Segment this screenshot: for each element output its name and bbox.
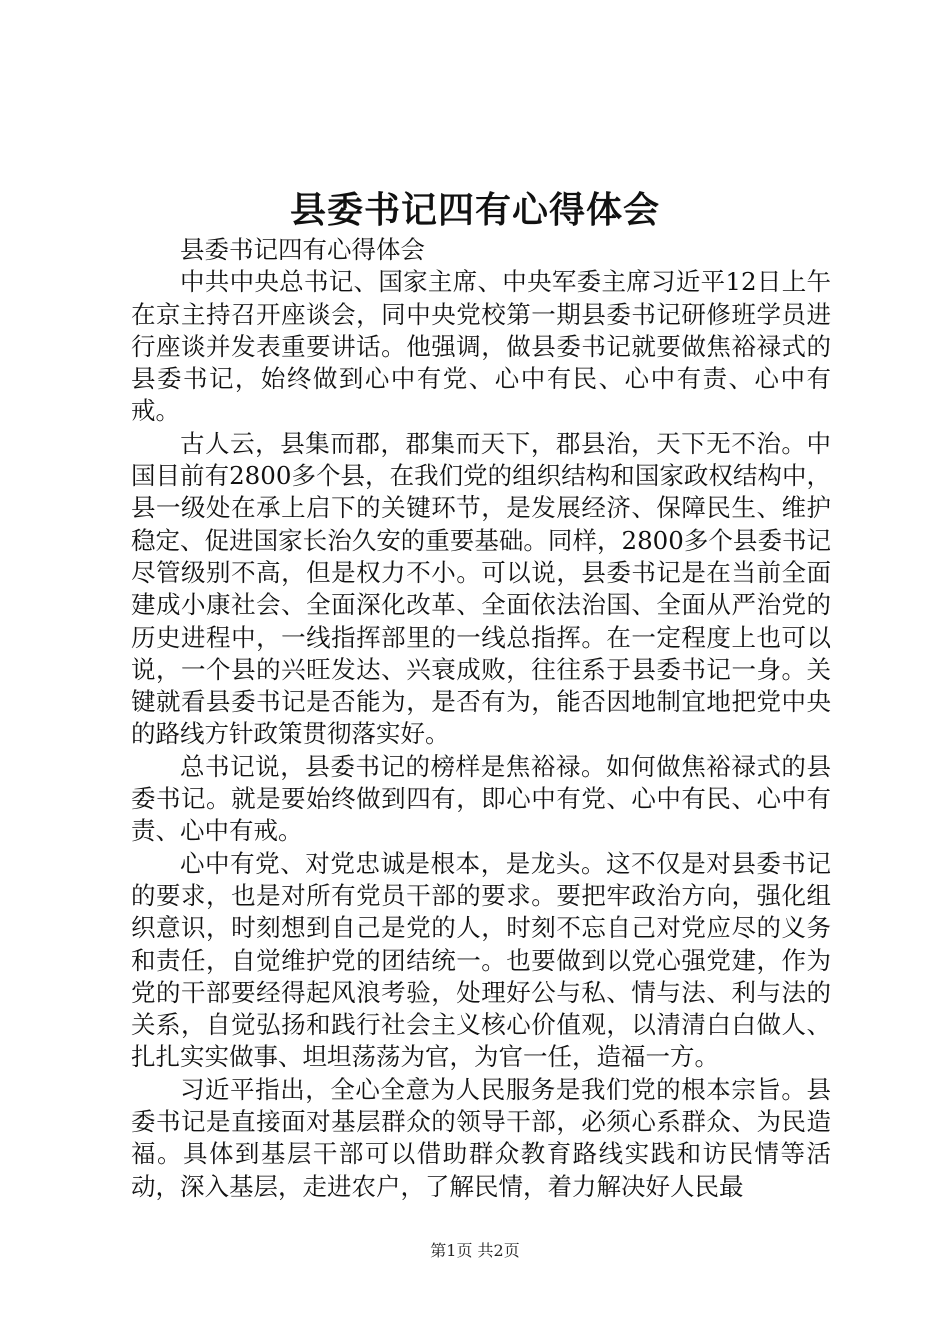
paragraph-subtitle: 县委书记四有心得体会 xyxy=(180,235,425,264)
paragraph: 中共中央总书记、国家主席、中央军委主席习近平12日上午在京主持召开座谈会，同中央党校第一期县委书记研修班学员进行座谈并发表重要讲话。他强调，做县委书记就要做焦裕禄式的县委书记，始终做到心中有党、心中有民、心中有责、心中有戒。 xyxy=(131,267,831,426)
paragraph: 总书记说，县委书记的榜样是焦裕禄。如何做焦裕禄式的县委书记。就是要始终做到四有，即心中有党、心中有民、心中有责、心中有戒。 xyxy=(131,751,831,846)
page-number-footer: 第1页 共2页 xyxy=(430,1241,520,1260)
paragraph: 古人云，县集而郡，郡集而天下，郡县治，天下无不治。中国目前有2800多个县，在我们党的组织结构和国家政权结构中，县一级处在承上启下的关键环节，是发展经济、保障民生、维护稳定、促进国家长治久安的重要基础。同样，2800多个县委书记尽管级别不高，但是权力不小。可以说，县委书记是在当前全面建成小康社会、全面深化改革、全面依法治国、全面从严治党的历史进程中，一线指挥部里的一线总指挥。在一定程度上也可以说，一个县的兴旺发达、兴衰成败，往往系于县委书记一身。关键就看县委书记是否能为，是否有为，能否因地制宜地把党中央的路线方针政策贯彻落实好。 xyxy=(131,428,831,749)
paragraph: 心中有党、对党忠诚是根本，是龙头。这不仅是对县委书记的要求，也是对所有党员干部的要求。要把牢政治方向，强化组织意识，时刻想到自己是党的人，时刻不忘自己对党应尽的义务和责任，自觉维护党的团结统一。也要做到以党心强党建，作为党的干部要经得起风浪考验，处理好公与私、情与法、利与法的关系，自觉弘扬和践行社会主义核心价值观，以清清白白做人、扎扎实实做事、坦坦荡荡为官，为官一任，造福一方。 xyxy=(131,848,831,1072)
document-body xyxy=(131,234,831,1203)
paragraph: 习近平指出，全心全意为人民服务是我们党的根本宗旨。县委书记是直接面对基层群众的领导干部，必须心系群众、为民造福。具体到基层干部可以借助群众教育路线实践和访民情等活动，深入基层，走进农户，了解民情，着力解决好人民最 xyxy=(131,1074,831,1201)
document-title: 县委书记四有心得体会 xyxy=(289,189,660,231)
